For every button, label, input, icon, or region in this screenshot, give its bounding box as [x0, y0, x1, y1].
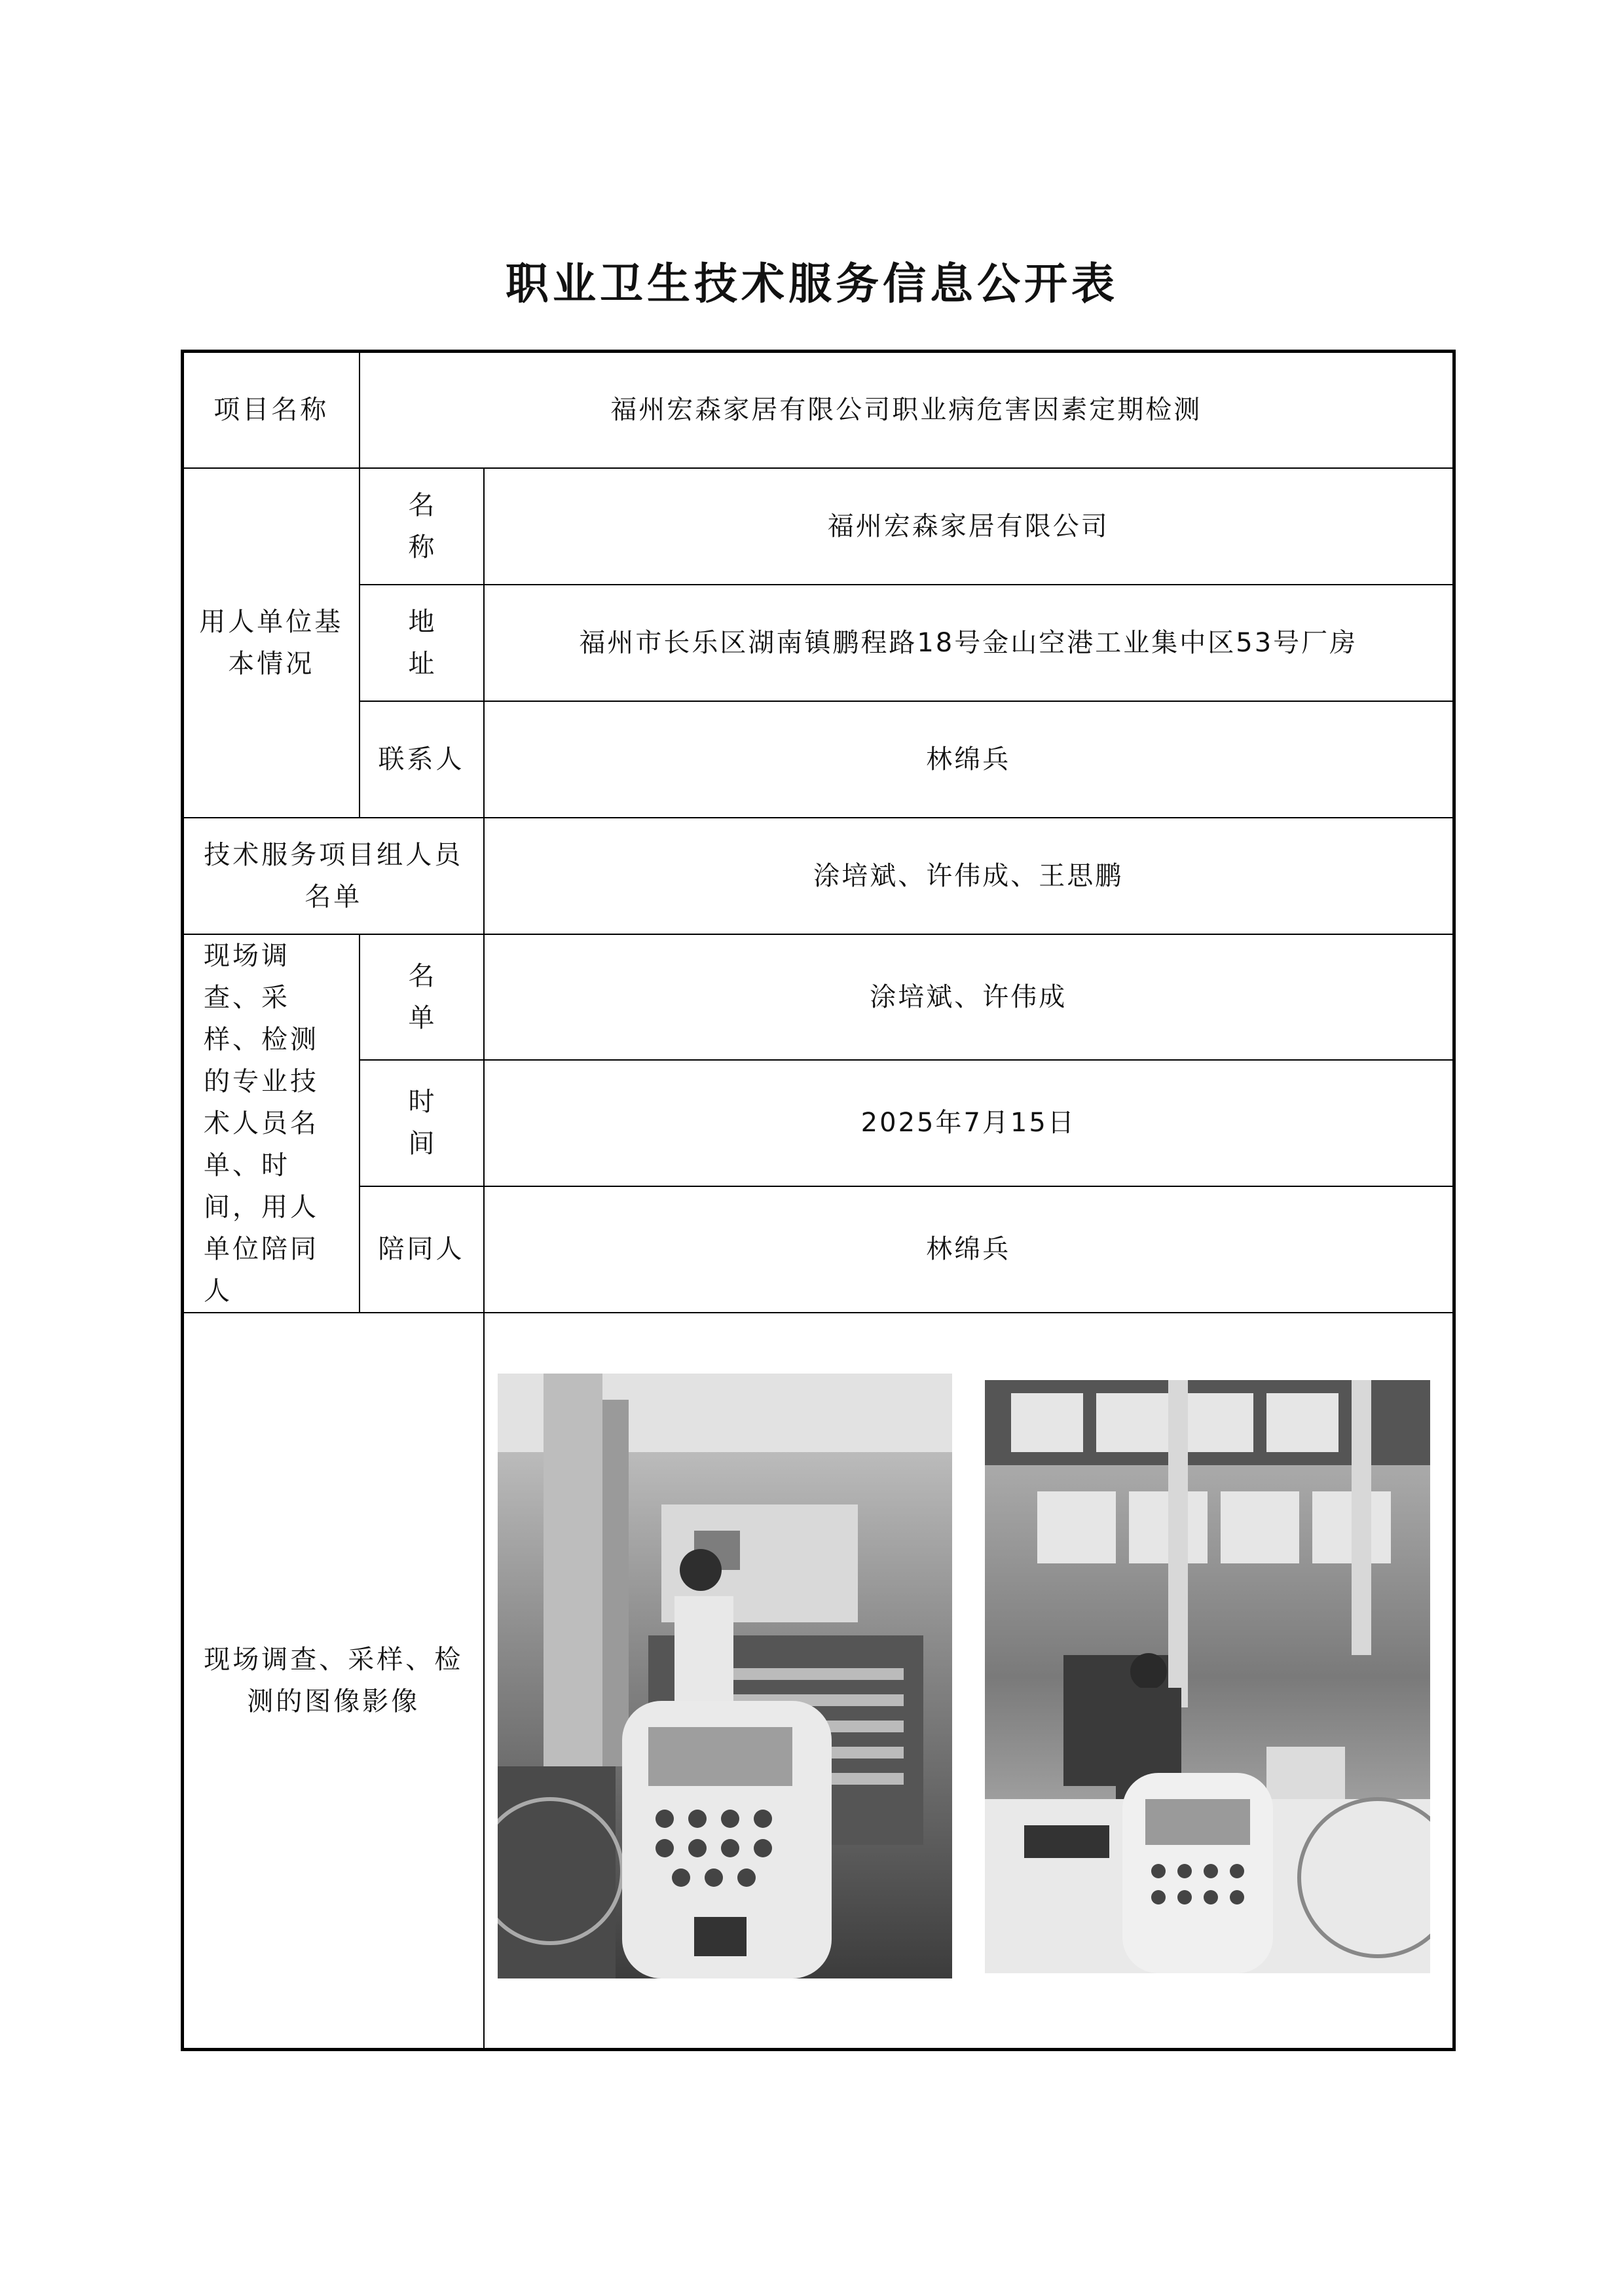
site-photo-2-image	[985, 1380, 1430, 1973]
site-list-label: 名 单	[360, 934, 484, 1061]
employer-address-value: 福州市长乐区湖南镇鹏程路18号金山空港工业集中区53号厂房	[484, 585, 1454, 701]
row-employer-name	[183, 468, 1454, 585]
site-escort-value: 林绵兵	[484, 1186, 1454, 1313]
employer-label	[183, 468, 360, 818]
row-employer-address	[183, 585, 1454, 701]
employer-contact-label: 联系人	[360, 701, 484, 818]
site-escort-label: 陪同人	[360, 1186, 484, 1313]
site-photo-1	[498, 1374, 952, 1978]
employer-name-label: 名 称	[360, 468, 484, 585]
row-employer-contact	[183, 701, 1454, 818]
info-table	[181, 350, 1456, 2051]
project-label: 项目名称	[183, 352, 360, 468]
row-images	[183, 1313, 1454, 2050]
row-site-escort	[183, 1186, 1454, 1313]
project-value: 福州宏森家居有限公司职业病危害因素定期检测	[360, 352, 1454, 468]
row-site-list	[183, 934, 1454, 1061]
team-label: 技术服务项目组人员名单	[183, 818, 484, 934]
row-project	[183, 352, 1454, 468]
employer-label-text: 用人单位基本情况	[199, 606, 344, 679]
team-value: 涂培斌、许伟成、王思鹏	[484, 818, 1454, 934]
images-label: 现场调查、采样、检测的图像影像	[183, 1313, 484, 2050]
employer-address-label: 地 址	[360, 585, 484, 701]
page-title: 职业卫生技术服务信息公开表	[506, 259, 1118, 309]
site-time-label: 时 间	[360, 1060, 484, 1186]
site-time-value: 2025年7月15日	[484, 1060, 1454, 1186]
row-site-time	[183, 1060, 1454, 1186]
employer-contact-value: 林绵兵	[484, 701, 1454, 818]
site-label: 现场调查、采样、检测的专业技术人员名单、时间，用人单位陪同人	[183, 934, 360, 1313]
site-photo-2	[985, 1380, 1430, 1973]
photos-container	[485, 1313, 1453, 2049]
row-team	[183, 818, 1454, 934]
employer-name-value: 福州宏森家居有限公司	[484, 468, 1454, 585]
site-photo-1-image	[498, 1374, 952, 1978]
site-list-value: 涂培斌、许伟成	[484, 934, 1454, 1061]
images-cell	[484, 1313, 1454, 2050]
